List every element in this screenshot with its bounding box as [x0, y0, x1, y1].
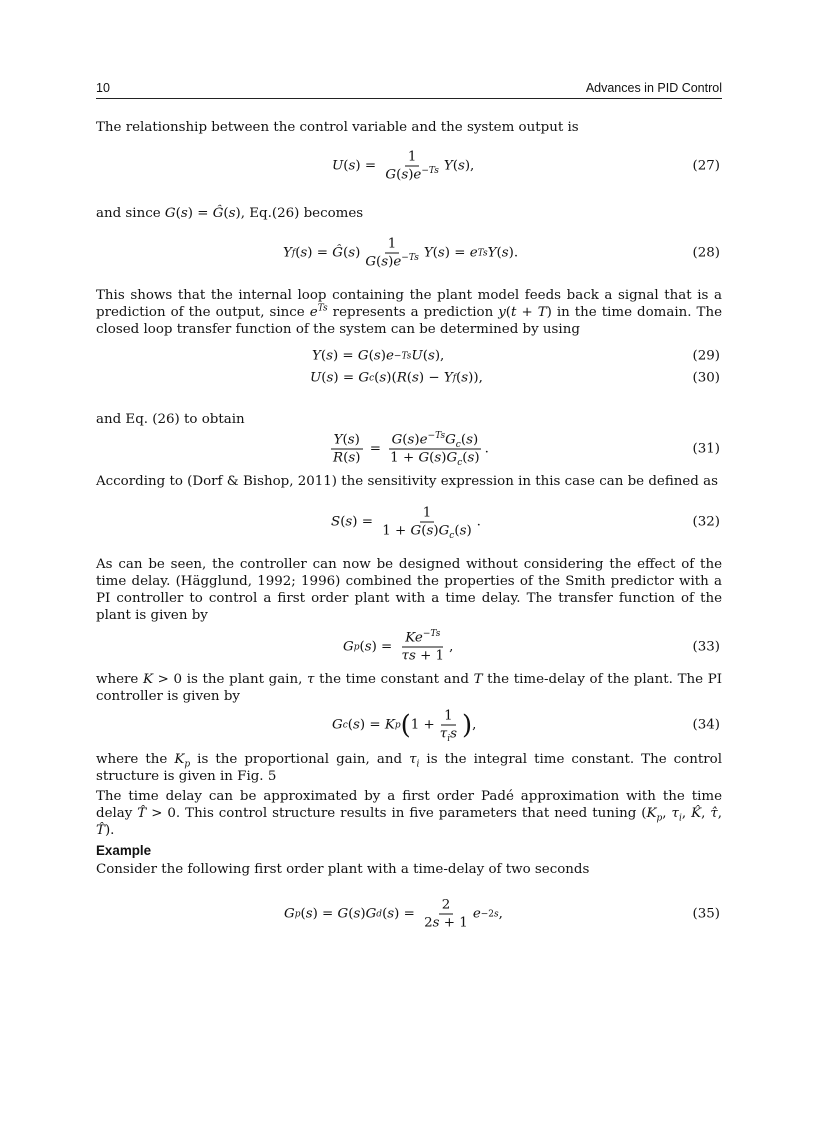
equation-32-body: S ( s ) = $\frac{1}{1 + G(s)G_c(s)}$ . [331, 505, 481, 542]
equation-34-body: G c ( s ) = K p ( 1 + $\frac{1}{\tau_is}$ ) , [332, 708, 477, 745]
paragraph-8: where the $K_p$ is the proportional gain, and $\tau_i$ is the integral time constant. The control structure is given in Fig. 5 [96, 752, 722, 784]
equation-35 [96, 897, 722, 931]
paragraph-6: As can be seen, the controller can now be designed without considering the effect of the time delay. (Hägglund, 1992; 1996) combined the properties of the Smith predictor with a PI controller to control a first order plant with a time delay. The transfer function of the plant is given by [96, 557, 722, 623]
equation-number: (34) [692, 717, 720, 733]
equation-32 [96, 505, 722, 542]
equation-28 [96, 236, 722, 270]
equation-31 [96, 431, 722, 469]
equation-28-body: Y f ( s ) = Ĝ ( s ) $\frac{1}{G(s)e^{-Ts}}$ Y ( s ) = e Ts Y ( s ). [283, 236, 519, 270]
running-title: Advances in PID Control [585, 81, 722, 95]
paragraph-1: The relationship between the control variable and the system output is [96, 120, 579, 135]
equation-30-body: U ( s ) = G c ( s )( R ( s ) − Y f ( s )), [310, 370, 483, 386]
paragraph-9: The time delay can be approximated by a first order Padé approximation with the time delay T̂ > 0. This control structure results in five parameters that need tuning ($K_p$, $\tau_i$, K̂, τ̂, T̂). [96, 789, 723, 838]
equation-29-body: Y ( s ) = G ( s ) e −Ts U ( s ), [312, 348, 445, 364]
page-number: 10 [96, 81, 110, 95]
equation-31-body: $\frac{Y(s)}{R(s)}$ = $\frac{G(s)e^{-Ts}G_c(s)}{1 + G(s)G_c(s)}$ . [328, 433, 489, 466]
equation-number: (27) [692, 158, 720, 174]
section-heading-example: Example [96, 843, 152, 858]
equation-34 [96, 707, 722, 743]
equation-33 [96, 630, 722, 664]
equation-29 [96, 346, 722, 366]
paragraph-10: Consider the following first order plant with a time-delay of two seconds [96, 862, 590, 877]
equation-35-body: G p ( s ) = G ( s ) G d ( s ) = $\frac{2}{2s + 1}$ e −2s , [284, 897, 503, 931]
paragraph-2: and since G(s) = Ĝ(s), Eq.(26) becomes [96, 206, 364, 221]
paragraph-4: and Eq. (26) to obtain [96, 412, 245, 427]
equation-number: (30) [692, 370, 720, 386]
equation-number: (28) [692, 245, 720, 261]
paragraph-7: where K > 0 is the plant gain, τ the time constant and T the time-delay of the plant. The PI controller is given by [96, 672, 723, 704]
paragraph-5: According to (Dorf & Bishop, 2011) the sensitivity expression in this case can be defined as [96, 474, 718, 489]
equation-number: (29) [692, 348, 720, 364]
equation-number: (31) [692, 441, 720, 457]
equation-number: (33) [692, 639, 720, 655]
running-header [96, 80, 722, 99]
equation-33-body: G p ( s ) = $\frac{Ke^{-Ts}}{\tau s + 1}$ , [343, 629, 454, 664]
equation-number: (35) [692, 906, 720, 922]
equation-30 [96, 368, 722, 388]
equation-27 [96, 149, 722, 183]
paragraph-3: This shows that the internal loop containing the plant model feeds back a signal that is a prediction of the output, since $e^{Ts}$ represents a prediction y(t + T) in the time domain. The closed loop transfer function of the system can be determined by using [96, 288, 723, 337]
equation-27-body: U ( s ) = $\frac{1}{G(s)e^{-Ts}}$ Y ( s ), [332, 149, 475, 183]
equation-number: (32) [692, 514, 720, 530]
